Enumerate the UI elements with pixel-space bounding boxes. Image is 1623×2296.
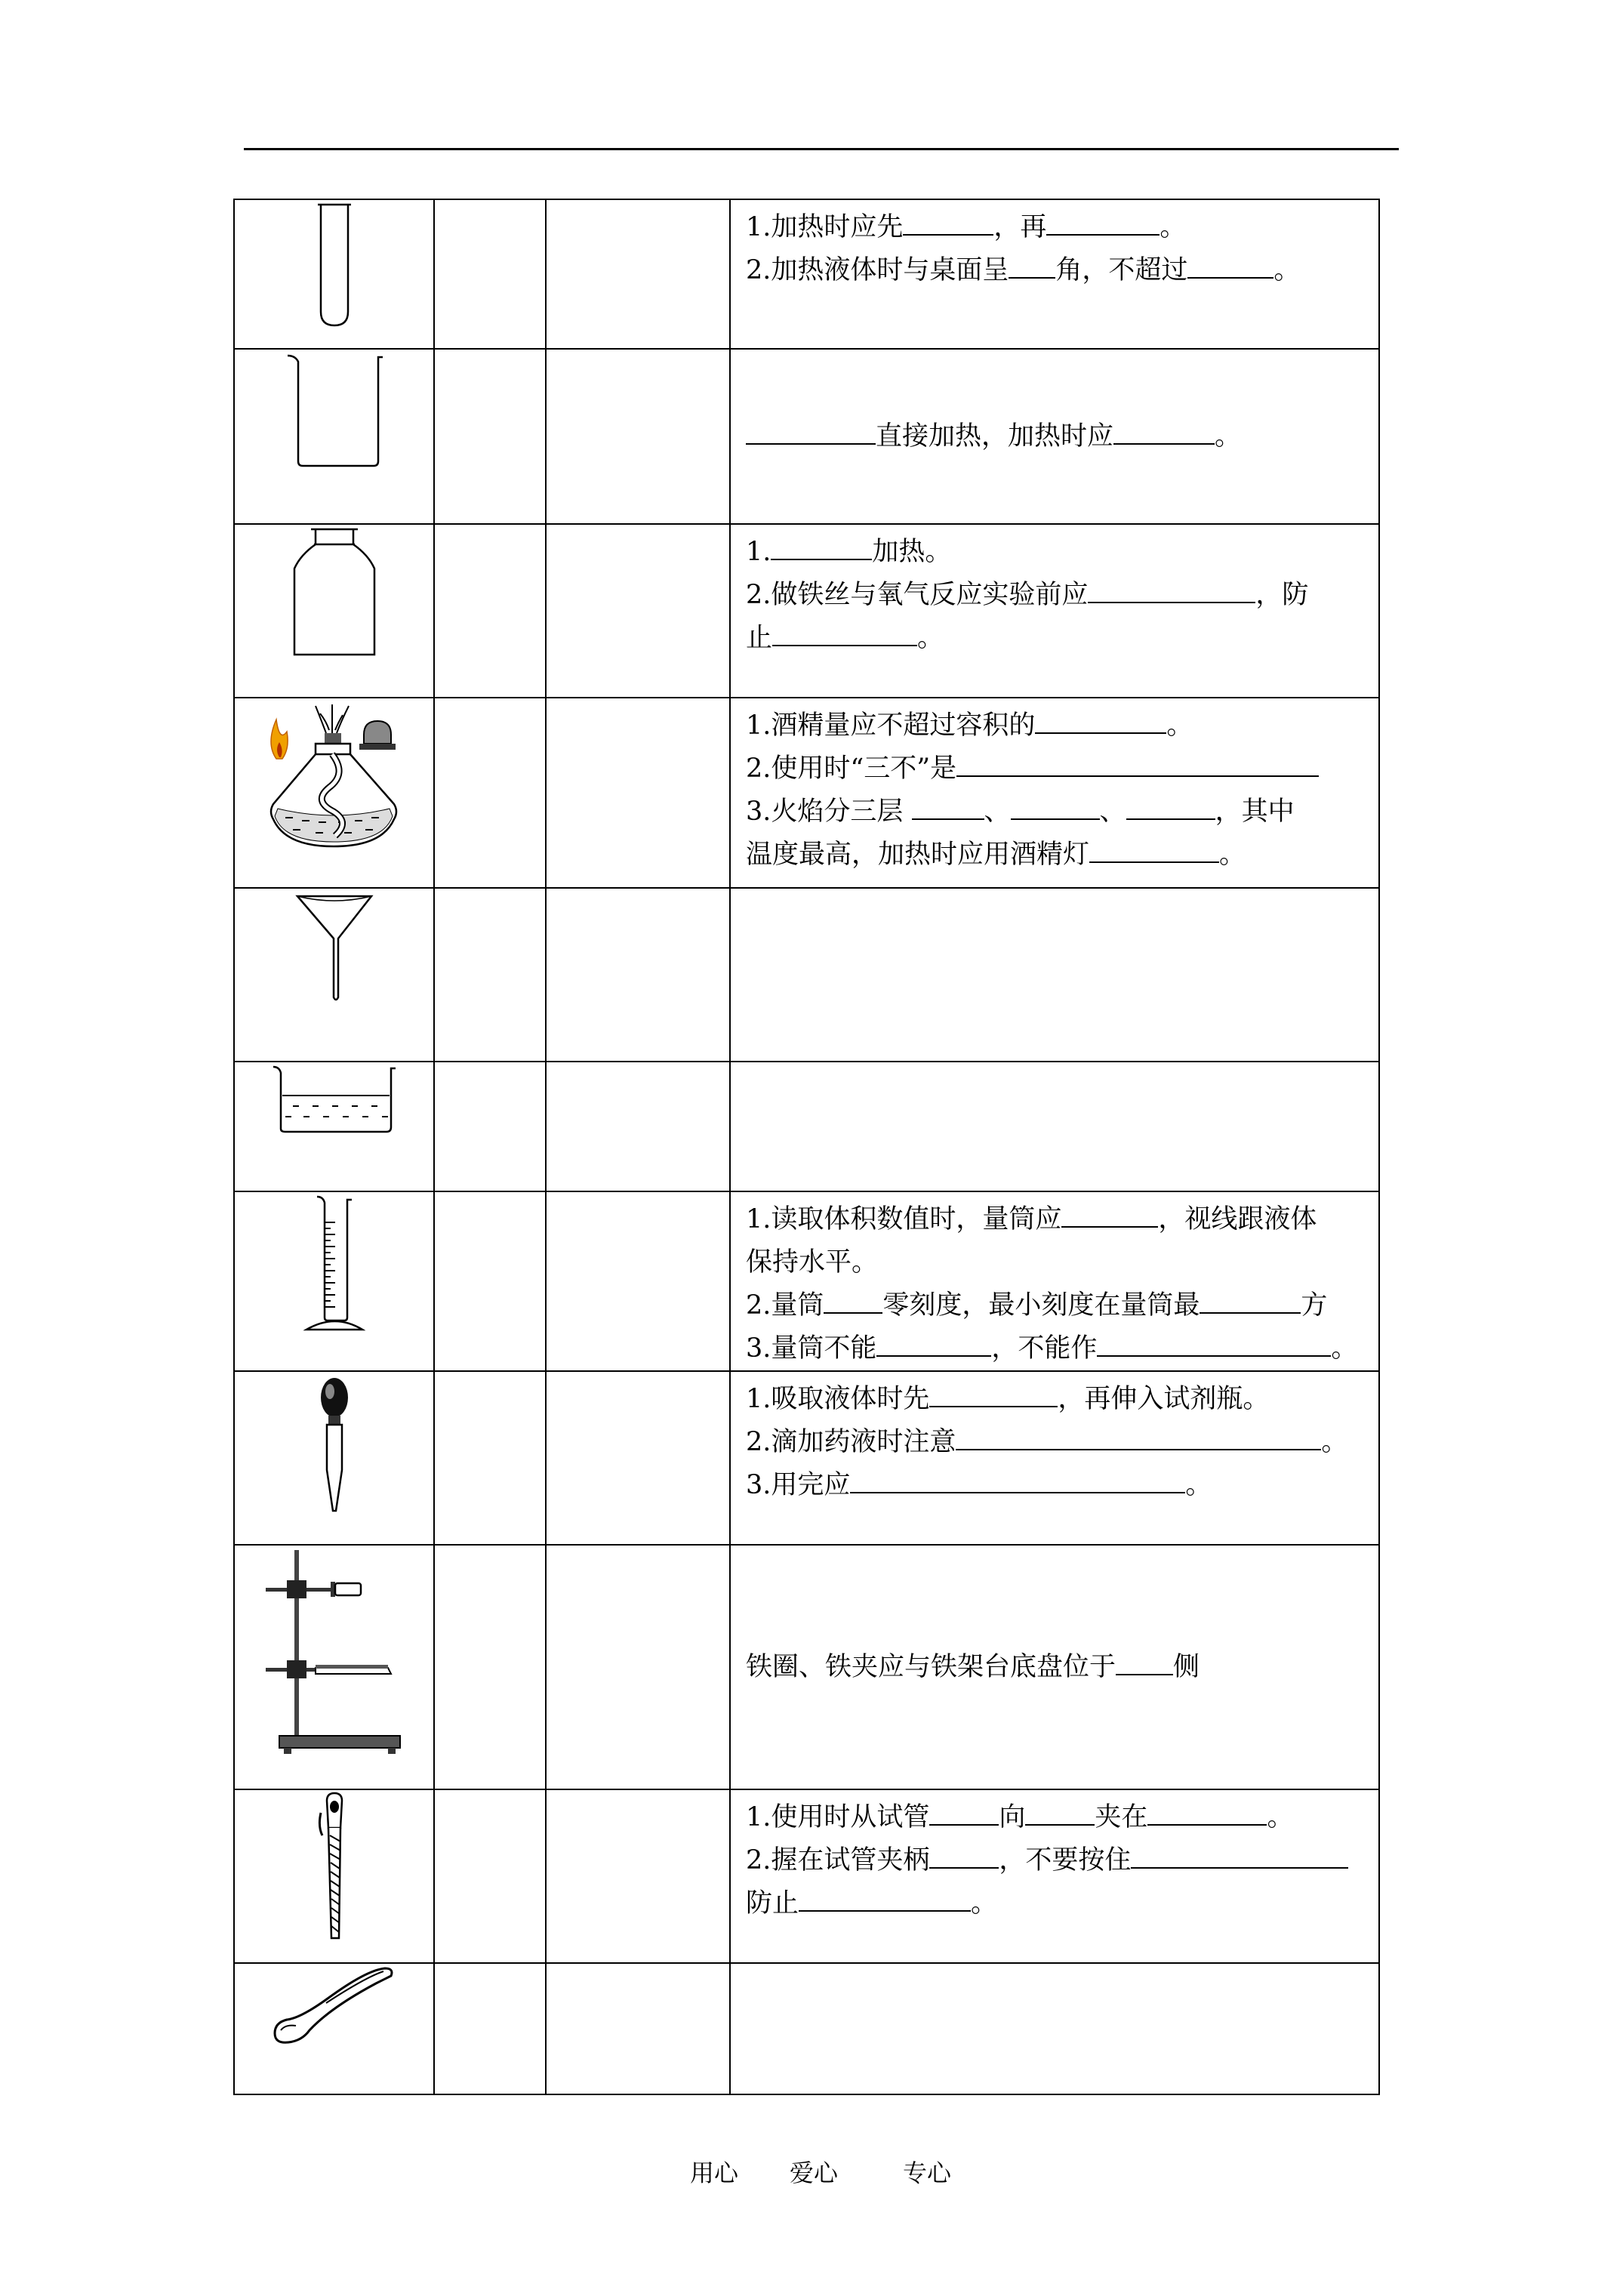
notes-cell: [730, 349, 1379, 524]
fill-in-blank[interactable]: [956, 750, 1319, 777]
notes-cell: [730, 524, 1379, 698]
fill-in-blank[interactable]: [1046, 208, 1160, 236]
fill-in-blank[interactable]: [912, 793, 984, 820]
note-text: 。: [1166, 710, 1193, 741]
note-text: 。: [1219, 840, 1246, 870]
note-text: ，其中: [1215, 797, 1295, 827]
footer-text-3: 专心: [903, 2159, 952, 2187]
table-row: [234, 1062, 1379, 1191]
note-line: [746, 1378, 1363, 1421]
fill-in-blank[interactable]: [824, 1287, 882, 1314]
usage-cell: [546, 524, 730, 698]
note-line: [746, 1198, 1363, 1241]
notes-cell: [730, 199, 1379, 349]
note-text: ，不要按住: [999, 1845, 1132, 1875]
apparatus-image-cell: [234, 1963, 434, 2094]
name-cell: [434, 1789, 546, 1963]
table-row: [234, 1789, 1379, 1963]
note-text: 加热。: [872, 537, 952, 567]
note-text: 温度最高，加热时应用酒精灯: [746, 840, 1090, 870]
note-text: 3.火焰分三层: [746, 797, 912, 827]
table-row: [234, 199, 1379, 349]
apparatus-image-cell: [234, 1062, 434, 1191]
table-row: [234, 1545, 1379, 1789]
usage-cell: [546, 1371, 730, 1545]
fill-in-blank[interactable]: [772, 619, 917, 646]
note-line: [746, 747, 1363, 791]
note-text: 角，不超过: [1055, 255, 1188, 285]
footer-text-2: 爱心: [790, 2159, 839, 2187]
fill-in-blank[interactable]: [1131, 1841, 1348, 1869]
notes-cell: [730, 1789, 1379, 1963]
fill-in-blank[interactable]: [1113, 418, 1215, 445]
note-line: [746, 415, 1241, 458]
note-text: 2.使用时“三不”是: [746, 754, 957, 784]
note-text: ，再伸入试剂瓶。: [1058, 1384, 1270, 1414]
note-text: ，再: [993, 212, 1047, 242]
note-text: 1.酒精量应不超过容积的: [746, 710, 1036, 741]
note-line: [746, 531, 1363, 574]
note-text: 防止: [746, 1888, 799, 1918]
name-cell: [434, 1371, 546, 1545]
fill-in-blank[interactable]: [746, 418, 876, 445]
note-line: [746, 1464, 1363, 1507]
fill-in-blank[interactable]: [1035, 707, 1166, 734]
apparatus-image-cell: [234, 349, 434, 524]
fill-in-blank[interactable]: [850, 1466, 1185, 1493]
funnel-icon: [235, 889, 433, 1002]
table-row: [234, 1191, 1379, 1371]
notes-cell: [730, 1191, 1379, 1371]
alcohol-lamp-icon: [235, 698, 433, 857]
fill-in-blank[interactable]: [1126, 793, 1215, 820]
note-line: [746, 1882, 1363, 1925]
note-text: 1.吸取液体时先: [746, 1384, 930, 1414]
name-cell: [434, 524, 546, 698]
fill-in-blank[interactable]: [1147, 1798, 1267, 1826]
name-cell: [434, 1062, 546, 1191]
note-text: 1.加热时应先: [746, 212, 904, 242]
note-text: 铁圈、铁夹应与铁架台底盘位于: [746, 1651, 1116, 1682]
usage-cell: [546, 349, 730, 524]
table-row: [234, 1963, 1379, 2094]
note-text: 止: [746, 623, 773, 653]
beaker-icon: [235, 350, 433, 470]
note-line: [746, 249, 1363, 292]
note-line: [746, 617, 1363, 660]
fill-in-blank[interactable]: [1089, 836, 1219, 863]
note-text: 。: [1160, 212, 1187, 242]
gas-jar-icon: [235, 525, 433, 661]
note-line: [746, 206, 1363, 249]
test-tube-holder-icon: [235, 1790, 433, 1941]
note-text: 。: [1321, 1427, 1348, 1457]
test-tube-icon: [235, 200, 433, 328]
fill-in-blank[interactable]: [799, 1885, 971, 1912]
note-text: 3.用完应: [746, 1470, 851, 1500]
fill-in-blank[interactable]: [1097, 1330, 1331, 1357]
note-text: 方: [1301, 1290, 1328, 1321]
note-line: [746, 1839, 1363, 1882]
fill-in-blank[interactable]: [1011, 793, 1100, 820]
name-cell: [434, 1963, 546, 2094]
note-text: 保持水平。: [746, 1247, 879, 1277]
note-text: 侧: [1173, 1651, 1200, 1682]
note-line: [746, 1421, 1363, 1464]
note-text: ，防: [1255, 580, 1309, 610]
apparatus-image-cell: [234, 1545, 434, 1789]
note-text: 。: [1273, 255, 1301, 285]
note-text: 。: [917, 623, 944, 653]
name-cell: [434, 1191, 546, 1371]
note-line: [746, 1327, 1363, 1370]
note-text: ，视线跟液体: [1158, 1204, 1317, 1234]
fill-in-blank[interactable]: [1088, 576, 1255, 603]
name-cell: [434, 349, 546, 524]
note-line: [746, 574, 1363, 617]
name-cell: [434, 199, 546, 349]
note-text: 、: [1099, 797, 1126, 827]
fill-in-blank[interactable]: [771, 533, 872, 560]
fill-in-blank[interactable]: [1187, 251, 1273, 279]
note-text: 3.量筒不能: [746, 1333, 877, 1364]
apparatus-image-cell: [234, 1789, 434, 1963]
fill-in-blank[interactable]: [929, 1798, 999, 1826]
usage-cell: [546, 1789, 730, 1963]
note-text: ，不能作: [991, 1333, 1098, 1364]
usage-cell: [546, 1963, 730, 2094]
note-line: [746, 1646, 1200, 1689]
notes-cell: [730, 698, 1379, 888]
note-text: 1.: [746, 537, 771, 567]
note-text: 。: [1331, 1333, 1358, 1364]
notes-cell: [730, 1963, 1379, 2094]
dropper-icon: [235, 1372, 433, 1515]
crucible-tongs-icon: [235, 1964, 433, 2047]
apparatus-image-cell: [234, 888, 434, 1062]
note-text: 。: [1267, 1802, 1294, 1832]
note-text: 1.使用时从试管: [746, 1802, 930, 1832]
fill-in-blank[interactable]: [956, 1423, 1321, 1450]
note-text: 2.量筒: [746, 1290, 824, 1321]
notes-cell: [730, 888, 1379, 1062]
evaporating-dish-icon: [235, 1062, 433, 1138]
apparatus-image-cell: [234, 199, 434, 349]
fill-in-blank[interactable]: [929, 1380, 1058, 1407]
note-line: [746, 1241, 1363, 1284]
table-row: [234, 698, 1379, 888]
notes-cell: [730, 1062, 1379, 1191]
apparatus-image-cell: [234, 524, 434, 698]
fill-in-blank[interactable]: [1200, 1287, 1301, 1314]
usage-cell: [546, 698, 730, 888]
note-text: 直接加热，加热时应: [876, 421, 1114, 451]
note-text: 2.做铁丝与氧气反应实验前应: [746, 580, 1089, 610]
notes-cell: [730, 1371, 1379, 1545]
usage-cell: [546, 1545, 730, 1789]
note-text: 。: [1185, 1470, 1212, 1500]
apparatus-image-cell: [234, 1371, 434, 1545]
note-text: 2.握在试管夹柄: [746, 1845, 930, 1875]
note-text: 向: [999, 1802, 1026, 1832]
fill-in-blank[interactable]: [876, 1330, 991, 1357]
note-line: [746, 791, 1363, 834]
table-row: [234, 349, 1379, 524]
apparatus-image-cell: [234, 1191, 434, 1371]
fill-in-blank[interactable]: [1061, 1200, 1158, 1228]
fill-in-blank[interactable]: [903, 208, 993, 236]
note-line: [746, 1796, 1363, 1839]
table-row: [234, 524, 1379, 698]
note-text: 零刻度，最小刻度在量筒最: [882, 1290, 1200, 1321]
fill-in-blank[interactable]: [1116, 1648, 1173, 1675]
header-rule: [244, 148, 1399, 150]
note-line: [746, 834, 1363, 877]
note-line: [746, 704, 1363, 747]
fill-in-blank[interactable]: [1025, 1798, 1095, 1826]
note-text: 夹在: [1095, 1802, 1148, 1832]
usage-cell: [546, 199, 730, 349]
usage-cell: [546, 1191, 730, 1371]
fill-in-blank[interactable]: [1009, 251, 1055, 279]
name-cell: [434, 698, 546, 888]
name-cell: [434, 888, 546, 1062]
note-text: 2.滴加药液时注意: [746, 1427, 956, 1457]
apparatus-image-cell: [234, 698, 434, 888]
usage-cell: [546, 1062, 730, 1191]
note-text: 、: [984, 797, 1011, 827]
note-text: 。: [971, 1888, 998, 1918]
note-text: 。: [1215, 421, 1242, 451]
iron-stand-icon: [235, 1546, 433, 1757]
note-line: [746, 1284, 1363, 1327]
apparatus-table: [233, 199, 1380, 2095]
usage-cell: [546, 888, 730, 1062]
notes-cell: [730, 1545, 1379, 1789]
graduated-cylinder-icon: [235, 1192, 433, 1336]
note-text: 2.加热液体时与桌面呈: [746, 255, 1009, 285]
table-row: [234, 888, 1379, 1062]
footer-text-1: 用心: [690, 2159, 739, 2187]
note-text: 1.读取体积数值时，量筒应: [746, 1204, 1062, 1234]
table-row: [234, 1371, 1379, 1545]
fill-in-blank[interactable]: [929, 1841, 999, 1869]
name-cell: [434, 1545, 546, 1789]
